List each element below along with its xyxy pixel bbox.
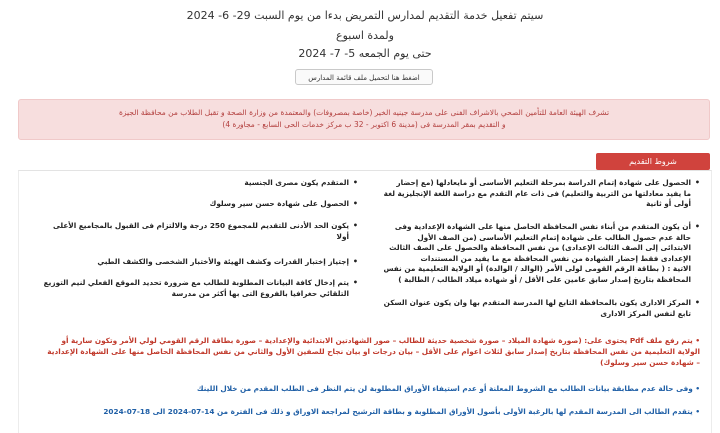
list-item: • المتقدم يكون مصرى الجنسية [244, 178, 358, 189]
announcement-line-2: ولمدة اسبوع [336, 29, 394, 42]
insurance-alert [18, 99, 710, 140]
conditions-list-right [382, 178, 700, 328]
list-item: • يكون الحد الأدنى للتقديم للمجموع 250 درجة والالتزام فى القبول بالمجاميع الأعلى أولا [53, 221, 358, 242]
alert-line-2: و التقديم بمقر المدرسة فى (مدينة 6 اكتوبر - 32 ب مركز خدمات الحى السابع - مجاورة 4) [222, 120, 506, 129]
list-item: • الحصول على شهادة إتمام الدراسة بمرحلة التعليم الأساسى أو مايعادلها (مع إحضار ما يفيد معادلتها من التربية والتعليم) فى ذات عام التقدم مع دراسة اللغة الإنجليزية لغة أولى أو ثانية [384, 178, 700, 210]
announcement-line-1: سيتم تفعيل خدمة التقديم لمدارس التمريض بدءا من يوم السبت 29- 6- 2024 [186, 9, 544, 22]
mismatch-note: • وفى حالة عدم مطابقة بيانات الطالب مع الشروط المعلنة أو عدم استيفاء الأوراق المطلوبة لن يتم النظر فى الطلب المقدم من خلال اللينك [196, 384, 700, 393]
pdf-upload-note: • يتم رفع ملف Pdf يحتوى على: (صورة شهادة الميلاد – صورة شخصية حديثة للطالب – صور الشهادتين الابتدائية والإعدادية – صورة بطاقة الرقم القومي لولي الأمر وتكون سارية أو الولاية التعليمية من نفس المحافظة بتاريخ إصدار سابق لثلاث اعوام على الأقل – بيان درجات او بيان نجاح للصفين الأول والثاني من نفس المحافظة الحاصل منها على الشهادة الإعدادية – شهادة حسن سير وسلوك) [47, 336, 700, 367]
list-item: • يتم إدخال كافة البيانات المطلوبة للطالب مع ضرورة تحديد الموقع الفعلي لنيم التوزيع التلقائي حغرافيا بالفروع التى بها أكثر من مدرسة [44, 278, 358, 299]
conditions-list-left [43, 178, 358, 328]
announcement-line-3: حتى يوم الجمعه 5- 7- 2024 [298, 47, 432, 60]
alert-line-1: تشرف الهيئة العامة للتأمين الصحي بالاشراف الفنى على مدرسة جينيه الخير (خاصة بمصروفات) والمعتمدة من وزارة الصحة و تقبل الطلاب من محافظة الجيزة [118, 108, 610, 117]
list-item: • الحصول على شهادة حسن سير وسلوك [210, 199, 358, 210]
submission-period-note: • يتقدم الطالب الى المدرسة المقدم لها بالرغبة الأولى بأصول الأوراق المطلوبة و بطاقة الترشيح لمراجعة الاوراق و ذلك فى الفترة من 14-07-2024 الى 18-07-2024 [103, 407, 700, 416]
list-item: • أن يكون المتقدم من أبناء نفس المحافظة الحاصل منها على الشهادة الإعدادية وفى حالة عدم حصول الطالب على شهادة إتمام التعليم الأساسى (من الصف الأول الابتدائى إلى الصف الثالث الإعدادى) من نفس المحافظة والحصول على الصف الثالث الإعدادى فقط إحضار الشهادة من نفس المحافظة مع ما يفيد من المستندات الاتية : ( بطاقة الرقم القومى لولى الأمر (الوالد / الوالدة) أو الولاية التعليمية من نفس المحافظة بتاريخ إصدار سابق عامين على الأقل / أو شهادة ميلاد الطالب / الطالبة ) [383, 222, 700, 285]
list-item: • إجتياز إختبار القدرات وكشف الهيئة والأختبار الشخصى والكشف الطبي [97, 257, 358, 268]
list-item: • المركز الادارى يكون بالمحافظة التابع لها المدرسة المتقدم بها وان يكون عنوان السكن تابع لنفس المركز الادارى [384, 298, 700, 319]
tab-conditions[interactable]: شروط التقديم [596, 153, 710, 170]
download-schools-list-button[interactable]: اضغط هنا لتحميل ملف قائمة المدارس [295, 69, 433, 85]
